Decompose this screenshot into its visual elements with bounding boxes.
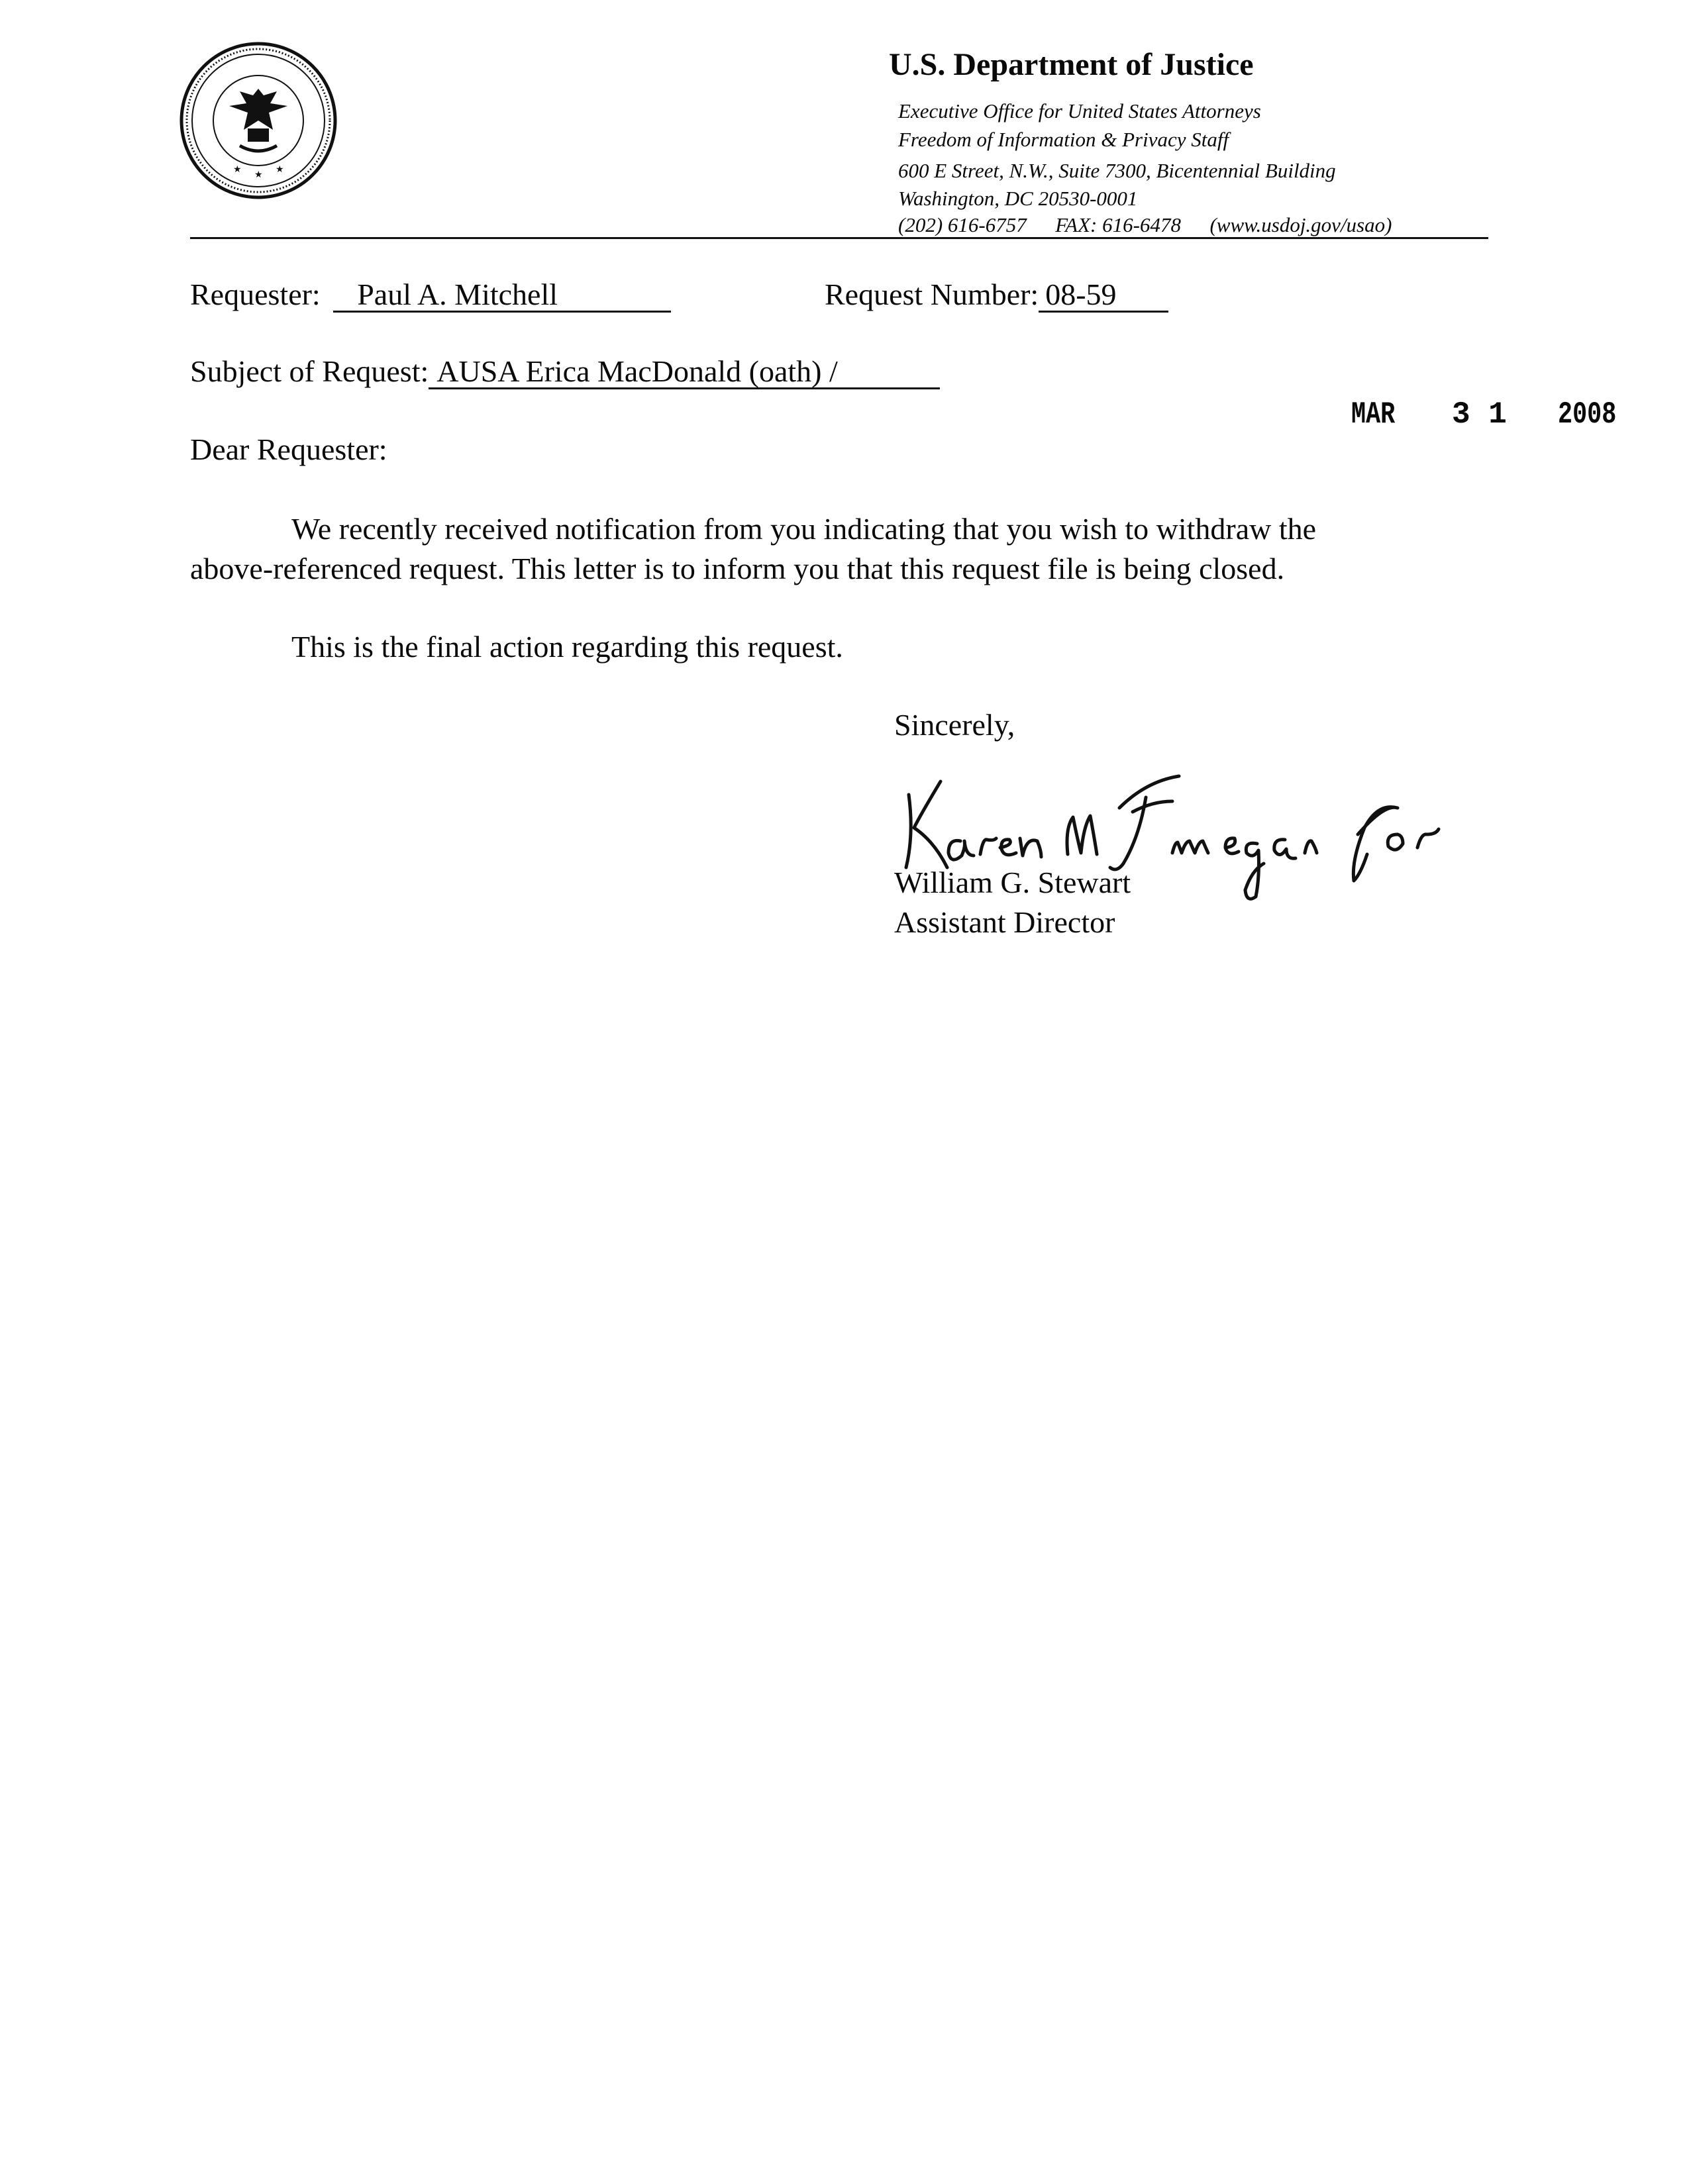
- svg-text:★: ★: [233, 165, 242, 175]
- city-address: Washington, DC 20530-0001: [898, 187, 1138, 210]
- doj-seal-icon: [179, 41, 338, 200]
- stamp-year: 2008: [1558, 397, 1617, 432]
- requester-label: Requester:: [190, 277, 321, 311]
- subject-value: AUSA Erica MacDonald (oath) /: [436, 354, 838, 388]
- requester-name-field: [333, 279, 671, 313]
- street-address: 600 E Street, N.W., Suite 7300, Bicentennial Building: [898, 159, 1336, 182]
- requester-name: Paul A. Mitchell: [357, 277, 558, 311]
- contact-line: [898, 213, 1392, 237]
- signer-name: William G. Stewart: [894, 866, 1131, 899]
- letterhead-rule: [190, 237, 1488, 239]
- signer-title: Assistant Director: [894, 905, 1115, 939]
- subject-label: Subject of Request:: [190, 354, 429, 388]
- phone-number: (202) 616-6757: [898, 213, 1027, 236]
- fax-number: FAX: 616-6478: [1055, 213, 1181, 236]
- doj-seal: [179, 41, 338, 200]
- paragraph-1-line-1: We recently received notification from you indicating that you wish to withdraw the: [291, 512, 1317, 546]
- salutation: Dear Requester:: [190, 432, 387, 466]
- closing: Sincerely,: [894, 708, 1015, 742]
- subject-line: [190, 354, 940, 389]
- paragraph-2: This is the final action regarding this request.: [291, 630, 843, 664]
- stamp-day: 3 1: [1452, 397, 1507, 432]
- request-number: 08-59: [1045, 277, 1117, 311]
- paragraph-1-line-2: above-referenced request. This letter is to inform you that this request file is being closed.: [190, 552, 1285, 585]
- requester-line: [190, 277, 671, 313]
- request-number-line: [825, 277, 1168, 313]
- office-name: Executive Office for United States Attorneys: [898, 99, 1261, 123]
- request-number-label: Request Number:: [825, 277, 1039, 311]
- date-stamp: [1351, 397, 1631, 432]
- agency-name: U.S. Department of Justice: [889, 47, 1254, 82]
- subject-field: [429, 356, 940, 389]
- staff-name: Freedom of Information & Privacy Staff: [898, 128, 1229, 151]
- website: (www.usdoj.gov/usao): [1209, 213, 1392, 236]
- stamp-month: MAR: [1351, 397, 1396, 432]
- request-number-field: [1039, 279, 1168, 313]
- svg-text:★: ★: [254, 170, 263, 180]
- svg-text:★: ★: [276, 165, 284, 175]
